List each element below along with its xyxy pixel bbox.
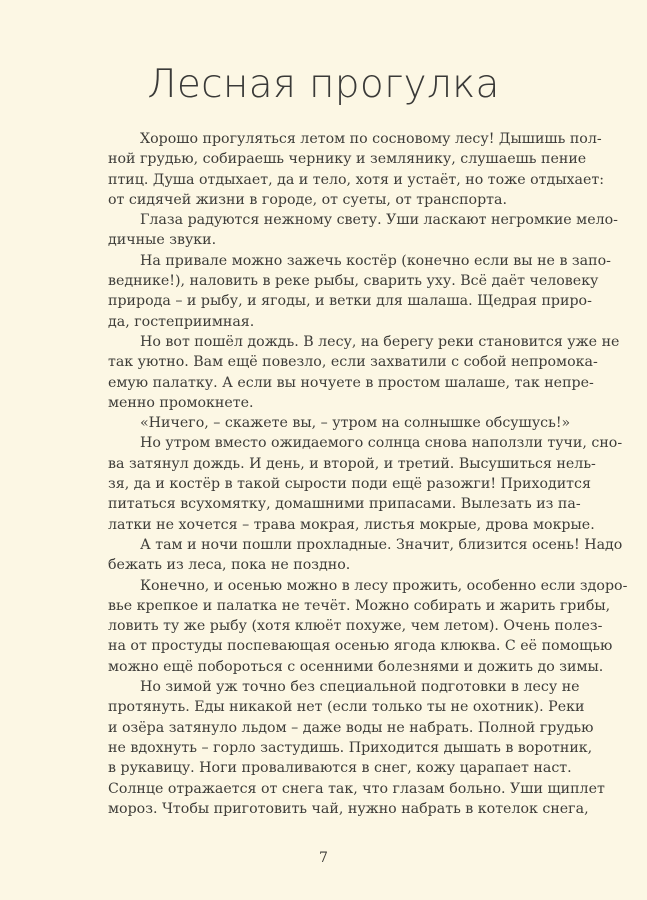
text-line: да, гостеприимная. — [108, 313, 255, 330]
text-line: в рукавицу. Ноги проваливаются в снег, кожу царапает наст. — [108, 760, 572, 777]
text-line: вье крепкое и палатка не течёт. Можно собирать и жарить грибы, — [108, 597, 611, 614]
paragraph — [108, 210, 618, 251]
body-text — [108, 129, 628, 819]
paragraph — [108, 332, 620, 413]
text-line: менно промокнете. — [108, 394, 254, 411]
text-line: Солнце отражается от снега так, что глазам больно. Уши щиплет — [108, 780, 605, 797]
text-line: Но утром вместо ожидаемого солнца снова наползли тучи, сно- — [140, 435, 623, 452]
page-number: 7 — [319, 850, 328, 866]
text-line: емую палатку. А если вы ночуете в простом шалаше, так непре- — [108, 374, 594, 391]
text-line: ной грудью, собираешь чернику и землянику, слушаешь пение — [108, 151, 587, 168]
text-line: ловить ту же рыбу (хотя клюёт похуже, чем летом). Очень полез- — [108, 618, 603, 635]
text-line: дичные звуки. — [108, 232, 217, 249]
text-line: мороз. Чтобы приготовить чай, нужно набрать в котелок снега, — [108, 800, 589, 817]
text-line: так уютно. Вам ещё повезло, если захватили с собой непромока- — [108, 354, 598, 371]
text-line: ва затянул дождь. И день, и второй, и третий. Высушиться нель- — [108, 455, 596, 472]
text-line: Но зимой уж точно без специальной подготовки в лесу не — [140, 679, 580, 696]
text-line: можно ещё побороться с осенними болезнями и дожить до зимы. — [108, 658, 604, 675]
text-line: веднике!), наловить в реке рыбы, сварить уху. Всё даёт человеку — [108, 273, 599, 290]
text-line: и озёра затянуло льдом – даже воды не набрать. Полной грудью — [108, 719, 594, 736]
text-line: «Ничего, – скажете вы, – утром на солнышке обсушусь!» — [140, 415, 571, 432]
paragraph — [108, 535, 623, 576]
text-line: природа – и рыбу, и ягоды, и ветки для шалаша. Щедрая приро- — [108, 293, 592, 310]
text-line: А там и ночи пошли прохладные. Значит, близится осень! Надо — [140, 536, 623, 553]
text-line: Глаза радуются нежному свету. Уши ласкают негромкие мело- — [140, 212, 618, 229]
text-line: на от простуды поспевающая осенью ягода клюква. С её помощью — [108, 638, 613, 655]
text-line: бежать из леса, пока не поздно. — [108, 557, 351, 574]
text-line: не вдохнуть – горло застудишь. Приходится дышать в воротник, — [108, 739, 593, 756]
text-line: Хорошо прогуляться летом по сосновому лесу! Дышишь пол- — [140, 131, 602, 147]
paragraph — [108, 677, 605, 819]
text-line: Но вот пошёл дождь. В лесу, на берегу реки становится уже не — [140, 333, 620, 350]
text-line: питаться всухомятку, домашними припасами. Вылезать из па- — [108, 496, 581, 513]
paragraph — [108, 433, 623, 534]
text-line: латки не хочется – трава мокрая, листья мокрые, дрова мокрые. — [108, 516, 595, 533]
page-title: Лесная прогулка — [147, 62, 500, 107]
text-line: от сидячей жизни в городе, от суеты, от транспорта. — [108, 191, 507, 208]
paragraph — [108, 129, 605, 210]
paragraph — [108, 251, 611, 332]
text-line: протянуть. Еды никакой нет (если только ты не охотник). Реки — [108, 699, 585, 716]
text-line: На привале можно зажечь костёр (конечно если вы не в запо- — [140, 252, 611, 269]
text-line: птиц. Душа отдыхает, да и тело, хотя и устаёт, но тоже отдыхает: — [108, 171, 605, 188]
text-line: Конечно, и осенью можно в лесу прожить, особенно если здоро- — [140, 577, 628, 594]
paragraph — [108, 576, 628, 677]
paragraph — [108, 413, 571, 433]
text-line: зя, да и костёр в такой сырости поди ещё разожги! Приходится — [108, 476, 591, 493]
